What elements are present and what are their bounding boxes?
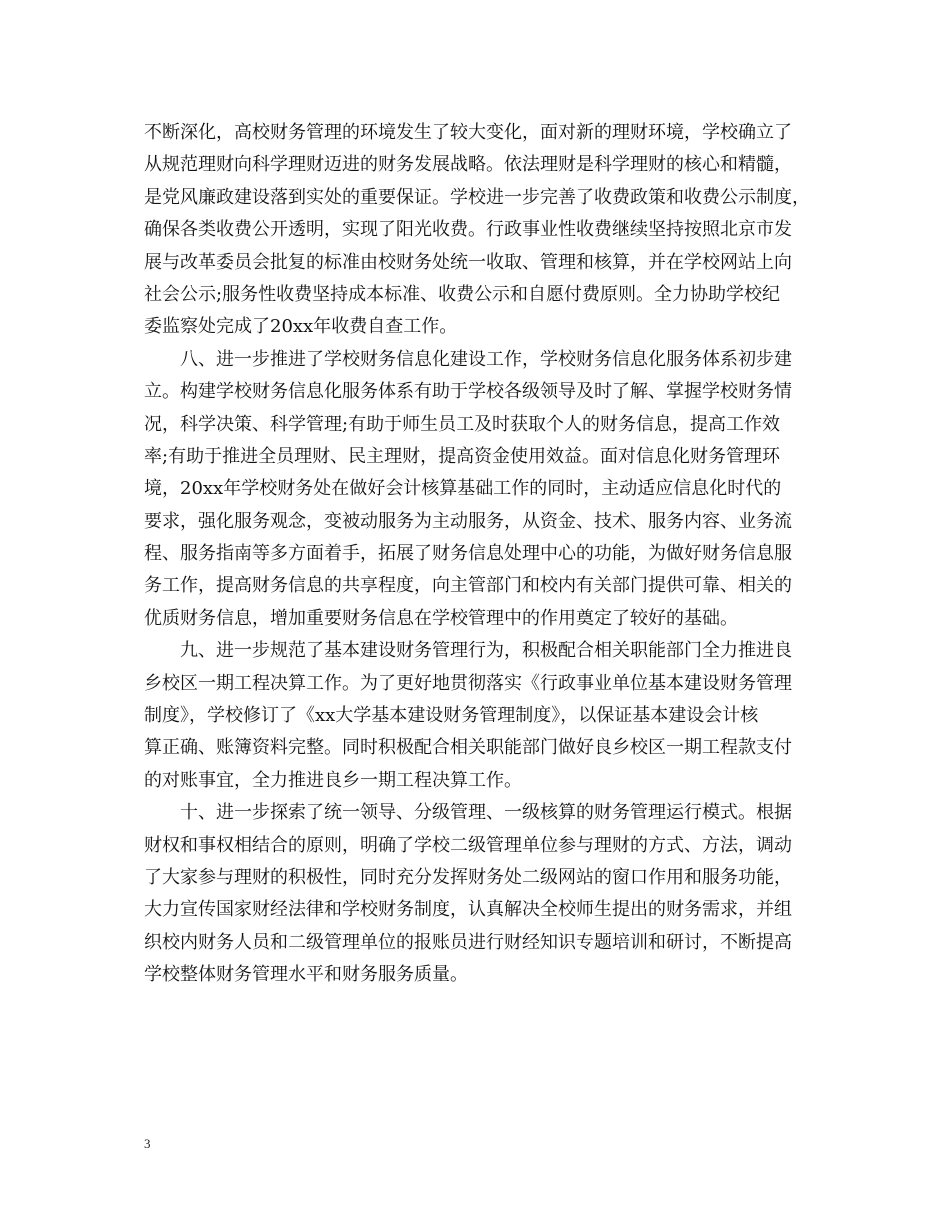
text-line: 委监察处完成了20xx年收费自查工作。: [144, 316, 458, 338]
text-line: 展与改革委员会批复的标准由校财务处统一收取、管理和核算，并在学校网站上向: [144, 251, 792, 273]
document-body: [144, 117, 828, 992]
text-line: 算正确、账簿资料完整。同时积极配合相关职能部门做好良乡校区一期工程款支付: [144, 737, 792, 759]
text-line: 十、进一步探索了统一领导、分级管理、一级核算的财务管理运行模式。根据: [180, 802, 792, 824]
text-line: 要求，强化服务观念，变被动服务为主动服务，从资金、技术、服务内容、业务流: [144, 510, 792, 532]
text-line: 社会公示;服务性收费坚持成本标准、收费公示和自愿付费原则。全力协助学校纪: [144, 283, 781, 305]
text-line: 从规范理财向科学理财迈进的财务发展战略。依法理财是科学理财的核心和精髓，: [144, 154, 792, 176]
text-line: 优质财务信息，增加重要财务信息在学校管理中的作用奠定了较好的基础。: [144, 607, 738, 629]
page-number: 3: [144, 1136, 151, 1151]
text-line: 八、进一步推进了学校财务信息化建设工作，学校财务信息化服务体系初步建: [180, 348, 792, 370]
text-line: 务工作，提高财务信息的共享程度，向主管部门和校内有关部门提供可靠、相关的: [144, 575, 792, 597]
paragraph-fee-management: [144, 117, 828, 344]
text-line: 不断深化，高校财务管理的环境发生了较大变化，面对新的理财环境，学校确立了: [144, 122, 792, 143]
text-line: 九、进一步规范了基本建设财务管理行为，积极配合相关职能部门全力推进良: [180, 640, 792, 662]
text-line: 乡校区一期工程决算工作。为了更好地贯彻落实《行政事业单位基本建设财务管理: [144, 672, 792, 694]
text-line: 程、服务指南等多方面着手，拓展了财务信息处理中心的功能，为做好财务信息服: [144, 543, 792, 565]
text-line: 况，科学决策、科学管理;有助于师生员工及时获取个人的财务信息，提高工作效: [144, 413, 781, 435]
text-line: 确保各类收费公开透明，实现了阳光收费。行政事业性收费继续坚持按照北京市发: [144, 219, 792, 241]
text-line: 立。构建学校财务信息化服务体系有助于学校各级领导及时了解、掌握学校财务情: [144, 381, 792, 403]
text-line: 制度》，学校修订了《xx大学基本建设财务管理制度》，以保证基本建设会计核: [144, 705, 759, 727]
text-line: 境，20xx年学校财务处在做好会计核算基础工作的同时，主动适应信息化时代的: [144, 478, 782, 500]
paragraph-item-9: [144, 635, 828, 797]
text-line: 的对账事宜，全力推进良乡一期工程决算工作。: [144, 769, 522, 791]
paragraph-item-8: [144, 344, 828, 636]
text-line: 织校内财务人员和二级管理单位的报账员进行财经知识专题培训和研讨，不断提高: [144, 931, 792, 953]
text-line: 财权和事权相结合的原则，明确了学校二级管理单位参与理财的方式、方法，调动: [144, 834, 792, 856]
text-line: 率;有助于推进全员理财、民主理财，提高资金使用效益。面对信息化财务管理环: [144, 445, 781, 467]
text-line: 了大家参与理财的积极性，同时充分发挥财务处二级网站的窗口作用和服务功能，: [144, 866, 792, 888]
text-line: 学校整体财务管理水平和财务服务质量。: [144, 964, 468, 986]
paragraph-item-10: [144, 797, 828, 991]
text-line: 大力宣传国家财经法律和学校财务制度，认真解决全校师生提出的财务需求，并组: [144, 899, 792, 921]
text-line: 是党风廉政建设落到实处的重要保证。学校进一步完善了收费政策和收费公示制度，: [144, 186, 810, 208]
